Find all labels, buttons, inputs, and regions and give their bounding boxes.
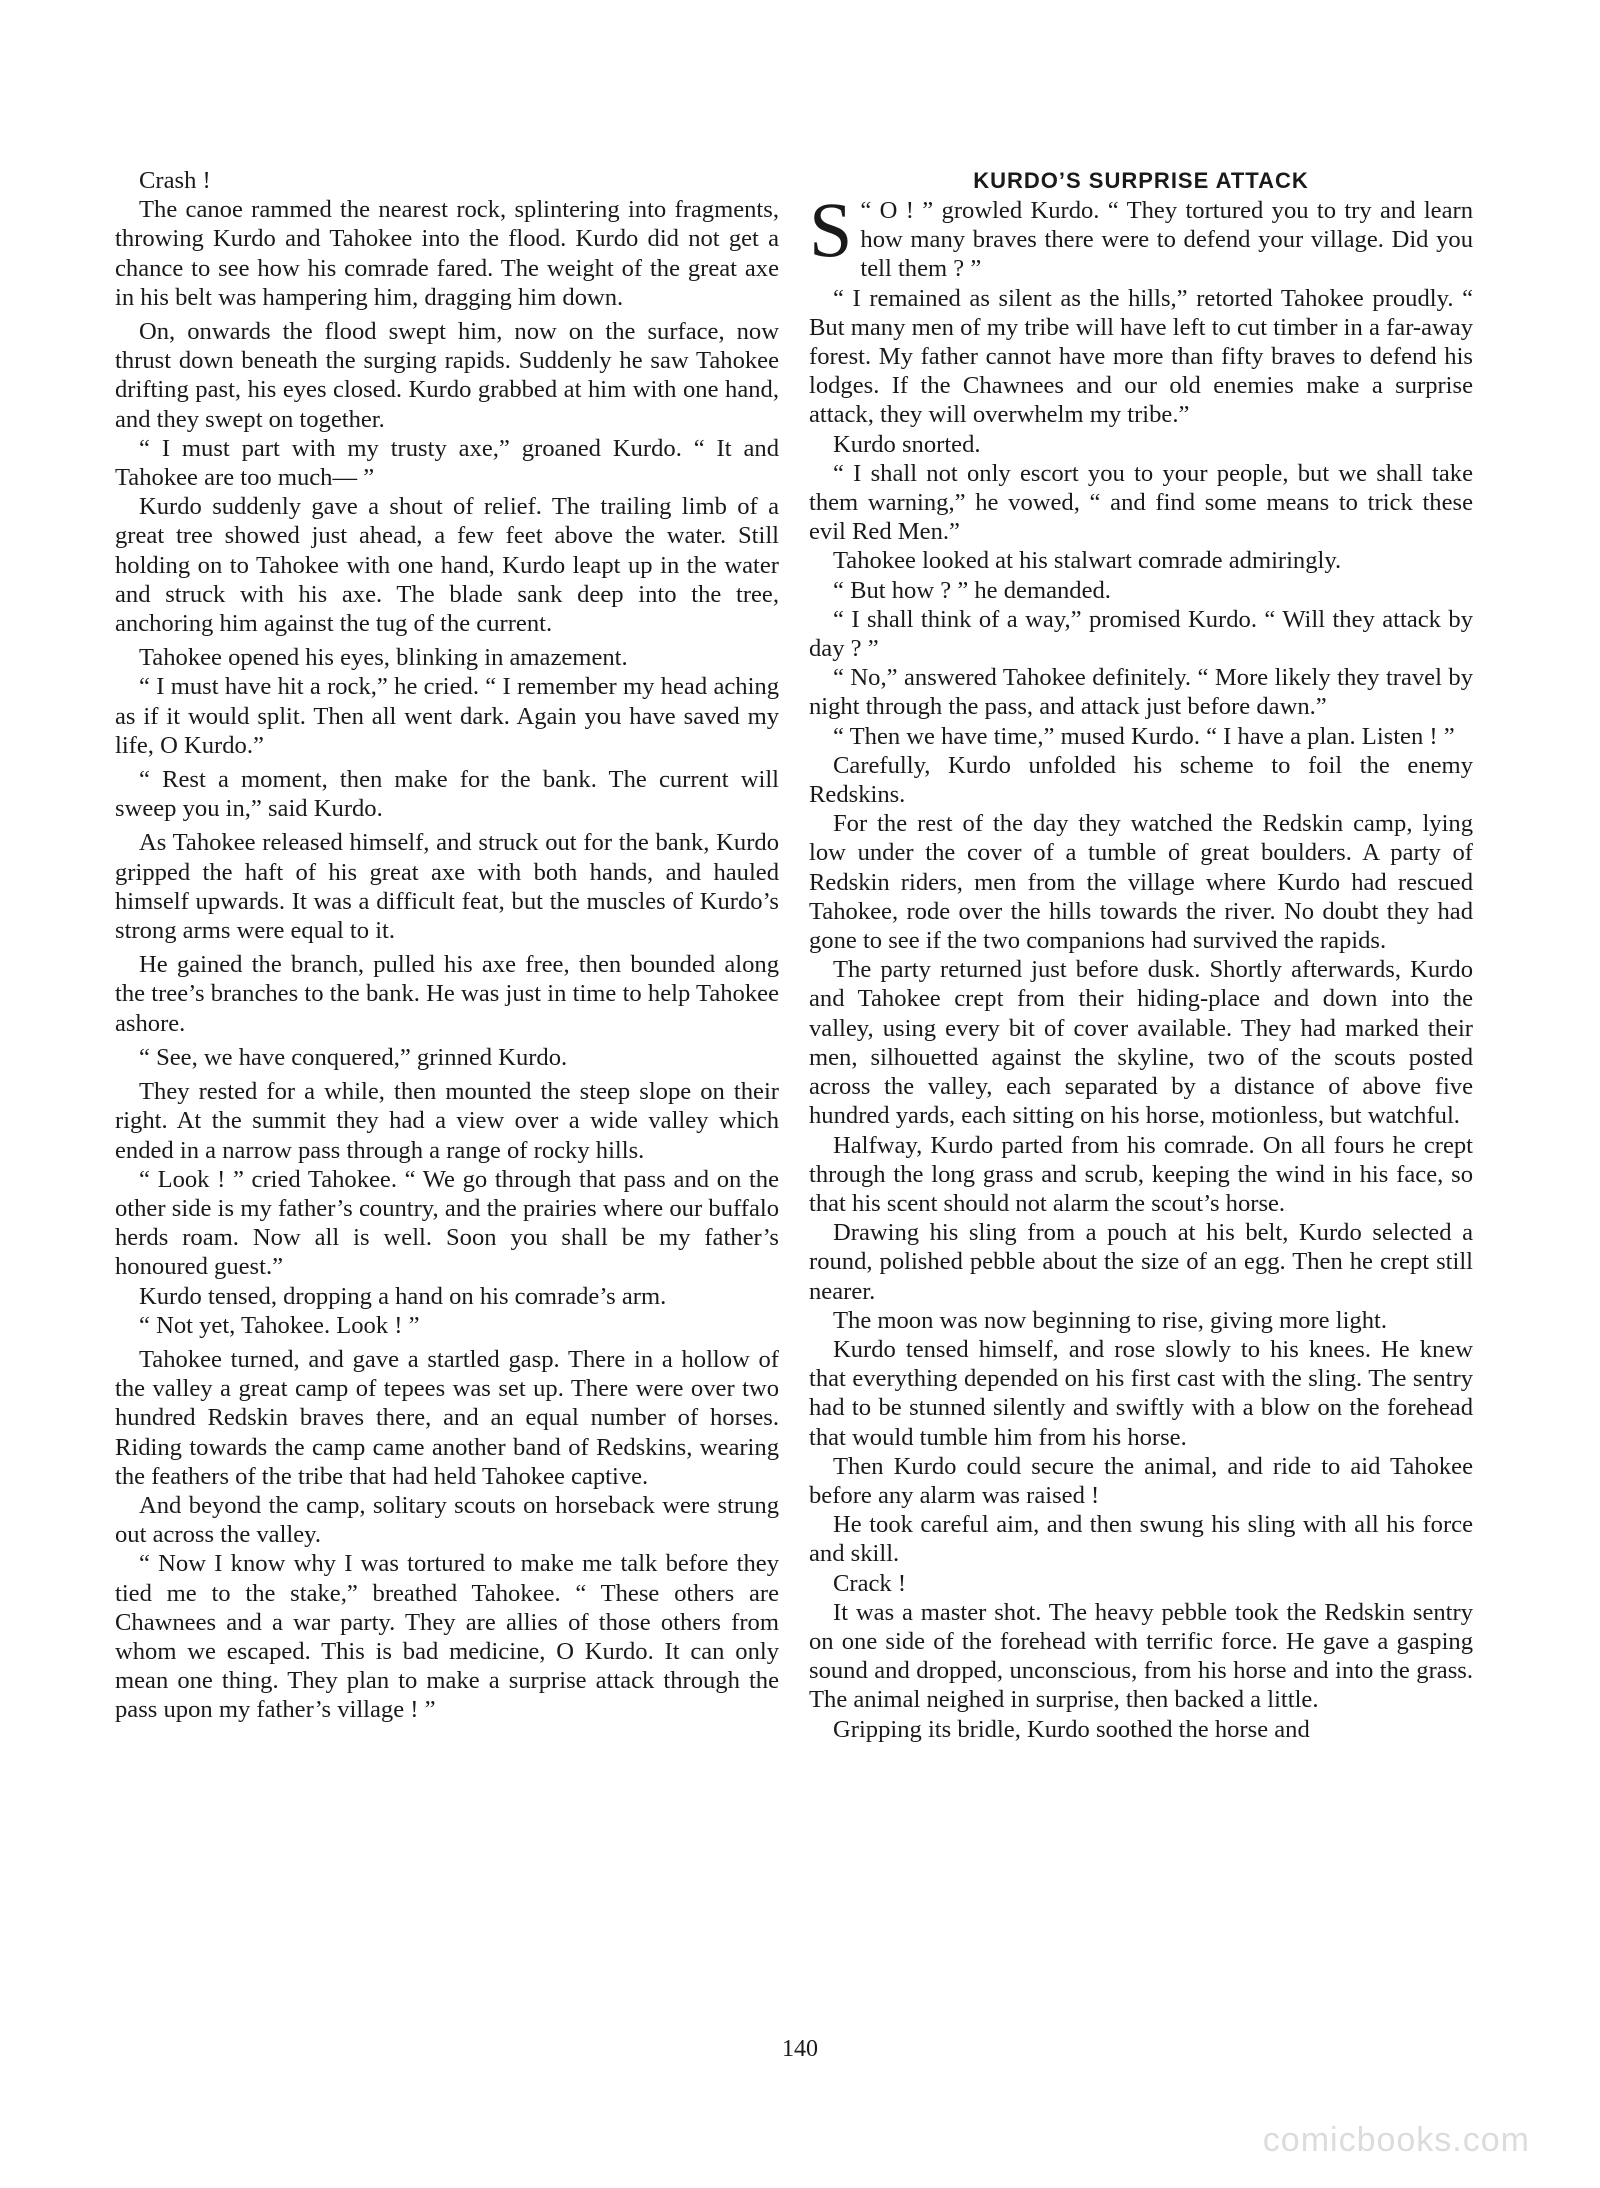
paragraph: “ Now I know why I was tortured to make me talk before they tied me to the stake,” breathed Tahokee. “ These others are Chawnees and a war party. They are allies of those others from whom we escaped. This is bad medicine, O Kurdo. It can only mean one thing. They plan to make a surprise attack through the pass upon my father’s village ! ”: [115, 1550, 779, 1724]
watermark: comicbooks.com: [1262, 2121, 1530, 2159]
paragraph: “ Rest a moment, then make for the bank. The current will sweep you in,” said Kurdo.: [115, 766, 779, 823]
paragraph: Gripping its bridle, Kurdo soothed the horse and: [833, 1715, 1310, 1743]
paragraph: “ Not yet, Tahokee. Look ! ”: [139, 1311, 420, 1339]
paragraph: He gained the branch, pulled his axe free, then bounded along the tree’s branches to the bank. He was just in time to help Tahokee ashore.: [115, 951, 779, 1037]
paragraph: “ No,” answered Tahokee definitely. “ More likely they travel by night through the pass, and attack just before dawn.”: [809, 664, 1473, 721]
paragraph: It was a master shot. The heavy pebble took the Redskin sentry on one side of the forehead with terrific force. He gave a gasping sound and dropped, unconscious, from his horse and into the grass. The animal neighed in surprise, then backed a little.: [809, 1598, 1473, 1714]
paragraph: Crack !: [833, 1569, 907, 1597]
paragraph: Crash !: [139, 167, 211, 194]
paragraph: And beyond the camp, solitary scouts on horseback were strung out across the valley.: [115, 1491, 779, 1549]
paragraph: Tahokee opened his eyes, blinking in amazement.: [139, 644, 628, 672]
paragraph: He took careful aim, and then swung his sling with all his force and skill.: [809, 1511, 1473, 1568]
paragraph: The canoe rammed the nearest rock, splintering into fragments, throwing Kurdo and Tahokee into the flood. Kurdo did not get a chance to see how his comrade fared. The weight of the great axe in his belt was hampering him, dragging him down.: [115, 196, 779, 311]
paragraph: Kurdo tensed, dropping a hand on his comrade’s arm.: [139, 1282, 667, 1310]
paragraph: “ Look ! ” cried Tahokee. “ We go through that pass and on the other side is my father’s country, and the prairies where our buffalo herds roam. Now all is well. Soon you shall be my father’s honoured guest.”: [115, 1165, 779, 1281]
paragraph: “ See, we have conquered,” grinned Kurdo.: [139, 1043, 568, 1071]
paragraph: Tahokee looked at his stalwart comrade admiringly.: [833, 547, 1342, 575]
paragraph: “ I must have hit a rock,” he cried. “ I remember my head aching as if it would split. Then all went dark. Again you have saved my life, O Kurdo.”: [115, 673, 779, 759]
paragraph: Halfway, Kurdo parted from his comrade. On all fours he crept through the long grass and scrub, keeping the wind in his face, so that his scent should not alarm the scout’s horse.: [809, 1131, 1473, 1217]
opening-quote: “: [860, 197, 880, 224]
paragraph: The party returned just before dusk. Shortly afterwards, Kurdo and Tahokee crept from their hiding-place and down into the valley, using every bit of cover available. They had marked their men, silhouetted against the skyline, two of the scouts posted across the valley, each separated by a distance of above five hundred yards, each sitting on his horse, motionless, but watchful.: [809, 956, 1473, 1130]
paragraph: “ I remained as silent as the hills,” retorted Tahokee proudly. “ But many men of my tribe will have left to cut timber in a far-away forest. My father cannot have more than fifty braves to defend his lodges. If the Chawnees and our old enemies make a surprise attack, they will overwhelm my tribe.”: [809, 284, 1473, 429]
paragraph: “ But how ? ” he demanded.: [833, 576, 1111, 604]
paragraph: Carefully, Kurdo unfolded his scheme to foil the enemy Redskins.: [809, 751, 1473, 809]
paragraph: Drawing his sling from a pouch at his belt, Kurdo selected a round, polished pebble about the size of an egg. Then he crept still nearer.: [809, 1219, 1473, 1305]
paragraph: “ I shall not only escort you to your people, but we shall take them warning,” he vowed, “ and find some means to trick these evil Red Men.”: [809, 459, 1473, 546]
paragraph: Kurdo suddenly gave a shout of relief. The trailing limb of a great tree showed just ahead, a few feet above the water. Still holding on to Tahokee with one hand, Kurdo leapt up in the water and struck with his axe. The blade sank deep into the tree, anchoring him against the tug of the current.: [115, 493, 779, 638]
paragraph: Kurdo snorted.: [833, 430, 981, 458]
left-text-column: [115, 166, 779, 1725]
paragraph: Kurdo tensed himself, and rose slowly to his knees. He knew that everything depended on his first cast with the sling. The sentry had to be stunned silently and swiftly with a blow on the forehead that would tumble him from his horse.: [809, 1335, 1473, 1451]
story-heading: KURDO’S SURPRISE ATTACK: [973, 168, 1309, 193]
opening-paragraph-text: O ! ” growled Kurdo. “ They tortured you to try and learn how many braves there were to defend your village. Did you tell them ? ”: [860, 197, 1473, 283]
page-number: 140: [782, 2036, 818, 2062]
paragraph: “ Then we have time,” mused Kurdo. “ I have a plan. Listen ! ”: [833, 722, 1455, 750]
opening-paragraph: [809, 186, 1473, 284]
drop-cap: S: [809, 186, 853, 273]
paragraph: They rested for a while, then mounted the steep slope on their right. At the summit they had a view over a wide valley which ended in a narrow pass through a range of rocky hills.: [115, 1078, 779, 1164]
paragraph: On, onwards the flood swept him, now on the surface, now thrust down beneath the surging rapids. Suddenly he saw Tahokee drifting past, his eyes closed. Kurdo grabbed at him with one hand, and they swept on together.: [115, 318, 779, 433]
right-text-column: [809, 166, 1473, 1744]
paragraph: “ I shall think of a way,” promised Kurdo. “ Will they attack by day ? ”: [809, 605, 1473, 663]
paragraph: For the rest of the day they watched the Redskin camp, lying low under the cover of a tumble of great boulders. A party of Redskin riders, men from the village where Kurdo had rescued Tahokee, rode over the hills towards the river. No doubt they had gone to see if the two companions had survived the rapids.: [809, 810, 1473, 955]
paragraph: Tahokee turned, and gave a startled gasp. There in a hollow of the valley a great camp of tepees was set up. There were over two hundred Redskin braves there, and an equal number of horses. Riding towards the camp came another band of Redskins, wearing the feathers of the tribe that had held Tahokee captive.: [115, 1345, 779, 1490]
paragraph: “ I must part with my trusty axe,” groaned Kurdo. “ It and Tahokee are too much— ”: [115, 434, 779, 492]
paragraph: Then Kurdo could secure the animal, and ride to aid Tahokee before any alarm was raised !: [809, 1452, 1473, 1509]
paragraph: As Tahokee released himself, and struck out for the bank, Kurdo gripped the haft of his great axe with both hands, and hauled himself upwards. It was a difficult feat, but the muscles of Kurdo’s strong arms were equal to it.: [115, 829, 779, 945]
paragraph: The moon was now beginning to rise, giving more light.: [833, 1306, 1387, 1334]
